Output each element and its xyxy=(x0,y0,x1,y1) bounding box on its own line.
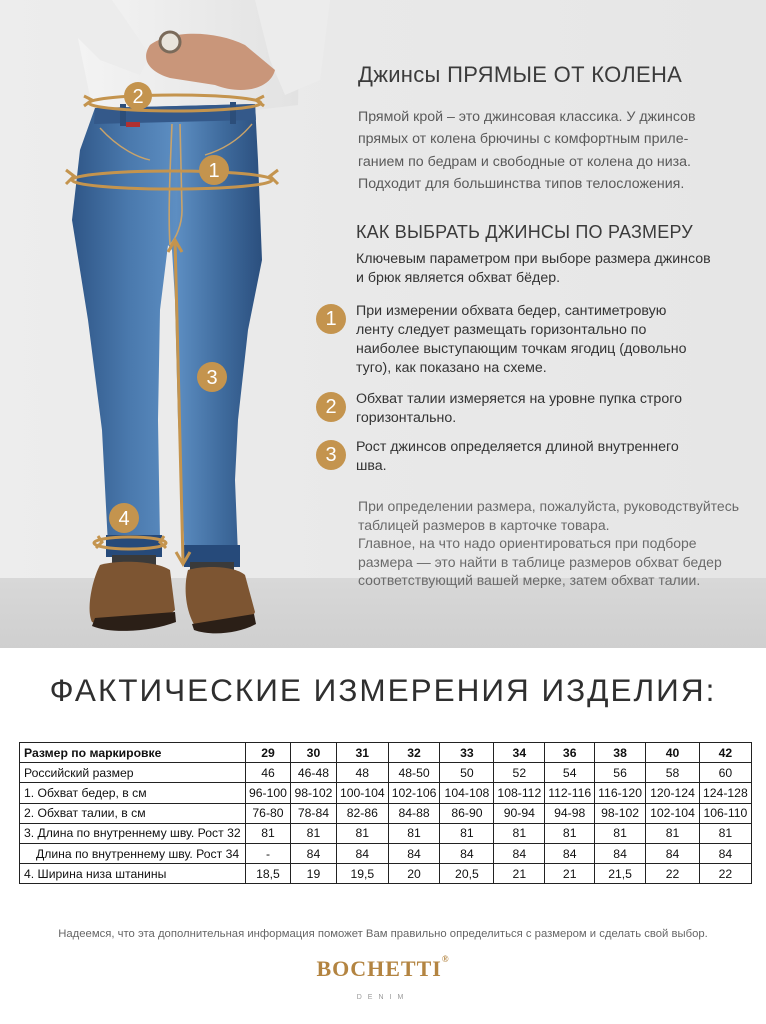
table-cell: 29 xyxy=(246,743,291,763)
table-cell: 108-112 xyxy=(494,783,545,803)
table-cell: 50 xyxy=(440,763,494,783)
table-cell: 84 xyxy=(388,843,440,863)
table-cell: 52 xyxy=(494,763,545,783)
table-cell: 84 xyxy=(440,843,494,863)
step-number: 3 xyxy=(316,440,346,470)
table-cell: 76-80 xyxy=(246,803,291,823)
table-cell: 42 xyxy=(700,743,752,763)
table-cell: 94-98 xyxy=(545,803,595,823)
table-cell: 36 xyxy=(545,743,595,763)
table-cell: 84 xyxy=(545,843,595,863)
table-cell: 22 xyxy=(700,864,752,884)
svg-text:1: 1 xyxy=(208,160,220,182)
table-cell: 56 xyxy=(595,763,646,783)
table-cell: 81 xyxy=(336,823,388,843)
svg-text:2: 2 xyxy=(132,86,144,108)
table-cell: 46 xyxy=(246,763,291,783)
table-cell: 21 xyxy=(545,864,595,884)
table-cell: 81 xyxy=(290,823,336,843)
table-cell: 18,5 xyxy=(246,864,291,884)
step-number: 1 xyxy=(316,304,346,334)
svg-text:3: 3 xyxy=(206,367,218,389)
table-cell: 81 xyxy=(388,823,440,843)
page-title: Джинсы ПРЯМЫЕ ОТ КОЛЕНА xyxy=(358,62,683,87)
table-cell: 96-100 xyxy=(246,783,291,803)
table-row xyxy=(20,783,752,803)
table-cell: 84 xyxy=(494,843,545,863)
table-cell: 78-84 xyxy=(290,803,336,823)
table-cell: 84 xyxy=(646,843,700,863)
row-label: 4. Ширина низа штанины xyxy=(20,864,246,884)
table-cell: - xyxy=(246,843,291,863)
key-param-text: Ключевым параметром при выборе размера джинсов и брюк является обхват бёдер. xyxy=(356,251,711,286)
svg-text:4: 4 xyxy=(118,508,130,530)
table-cell: 98-102 xyxy=(290,783,336,803)
footer-note: Надеемся, что эта дополнительная информация поможет Вам правильно определиться с размером и сделать свой выбор. xyxy=(58,928,708,940)
table-cell: 84 xyxy=(700,843,752,863)
table-cell: 81 xyxy=(595,823,646,843)
table-cell: 84-88 xyxy=(388,803,440,823)
table-cell: 120-124 xyxy=(646,783,700,803)
row-label: 1. Обхват бедер, в см xyxy=(20,783,246,803)
table-cell: 100-104 xyxy=(336,783,388,803)
table-cell: 106-110 xyxy=(700,803,752,823)
table-cell: 20,5 xyxy=(440,864,494,884)
table-row xyxy=(20,823,752,843)
table-cell: 30 xyxy=(290,743,336,763)
table-cell: 112-116 xyxy=(545,783,595,803)
step-text: Обхват талии измеряется на уровне пупка строго горизонтально. xyxy=(356,391,682,426)
step-text: Рост джинсов определяется длиной внутреннего шва. xyxy=(356,439,679,474)
table-cell: 38 xyxy=(595,743,646,763)
table-cell: 82-86 xyxy=(336,803,388,823)
table-cell: 90-94 xyxy=(494,803,545,823)
step-number: 2 xyxy=(316,392,346,422)
measurements-title: ФАКТИЧЕСКИЕ ИЗМЕРЕНИЯ ИЗДЕЛИЯ: xyxy=(49,672,717,708)
advice-text xyxy=(358,497,748,590)
table-row xyxy=(20,864,752,884)
table-cell: 104-108 xyxy=(440,783,494,803)
table-cell: 19,5 xyxy=(336,864,388,884)
table-cell: 33 xyxy=(440,743,494,763)
table-cell: 84 xyxy=(290,843,336,863)
brand-subtitle: DENIM xyxy=(356,994,410,1001)
table-cell: 81 xyxy=(440,823,494,843)
table-cell: 54 xyxy=(545,763,595,783)
step-text: При измерении обхвата бедер, сантиметровую ленту следует размещать горизонтально по наиболее выступающим точкам ягодиц (довольно туго), как показано на схеме. xyxy=(356,303,687,376)
table-cell: 34 xyxy=(494,743,545,763)
registered-mark: ® xyxy=(441,954,450,964)
table-cell: 124-128 xyxy=(700,783,752,803)
table-cell: 31 xyxy=(336,743,388,763)
marker-4 xyxy=(109,503,139,533)
brand-logo xyxy=(0,956,766,982)
guide-title: КАК ВЫБРАТЬ ДЖИНСЫ ПО РАЗМЕРУ xyxy=(356,222,693,242)
table-cell: 22 xyxy=(646,864,700,884)
row-label: 3. Длина по внутреннему шву. Рост 32 xyxy=(20,823,246,843)
table-row xyxy=(20,803,752,823)
table-cell: 60 xyxy=(700,763,752,783)
table-cell: 21 xyxy=(494,864,545,884)
intro-text: Прямой крой – это джинсовая классика. У джинсов прямых от колена брючины с комфортным приле-ганием по бедрам и свободные от колена до низа. Подходит для большинства типов телосложения. xyxy=(358,109,696,193)
row-label: Размер по маркировке xyxy=(20,743,246,763)
table-cell: 84 xyxy=(336,843,388,863)
row-label: 2. Обхват талии, в см xyxy=(20,803,246,823)
advice-paragraph-1: При определении размера, пожалуйста, руководствуйтесь таблицей размеров в карточке товара. xyxy=(358,498,739,533)
table-row xyxy=(20,843,752,863)
table-cell: 84 xyxy=(595,843,646,863)
advice-paragraph-2: Главное, на что надо ориентироваться при подборе размера — это найти в таблице размеров обхват бедер соответствующий вашей мерке, затем обхват талии. xyxy=(358,535,722,589)
watch-icon xyxy=(160,32,180,52)
table-cell: 46-48 xyxy=(290,763,336,783)
table-row xyxy=(20,743,752,763)
table-cell: 81 xyxy=(700,823,752,843)
table-cell: 81 xyxy=(646,823,700,843)
marker-3 xyxy=(197,362,227,392)
table-cell: 32 xyxy=(388,743,440,763)
table-cell: 19 xyxy=(290,864,336,884)
table-cell: 98-102 xyxy=(595,803,646,823)
table-row xyxy=(20,763,752,783)
marker-2 xyxy=(124,82,152,110)
table-cell: 81 xyxy=(494,823,545,843)
table-cell: 116-120 xyxy=(595,783,646,803)
table-cell: 81 xyxy=(246,823,291,843)
table-cell: 102-104 xyxy=(646,803,700,823)
table-cell: 58 xyxy=(646,763,700,783)
table-cell: 86-90 xyxy=(440,803,494,823)
size-table xyxy=(19,742,752,884)
table-cell: 48-50 xyxy=(388,763,440,783)
table-cell: 102-106 xyxy=(388,783,440,803)
row-label: Длина по внутреннему шву. Рост 34 xyxy=(20,843,246,863)
row-label: Российский размер xyxy=(20,763,246,783)
table-cell: 81 xyxy=(545,823,595,843)
brand-name: BOCHETTI xyxy=(316,956,442,981)
table-cell: 40 xyxy=(646,743,700,763)
table-cell: 48 xyxy=(336,763,388,783)
marker-1 xyxy=(199,155,229,185)
table-cell: 21,5 xyxy=(595,864,646,884)
table-cell: 20 xyxy=(388,864,440,884)
